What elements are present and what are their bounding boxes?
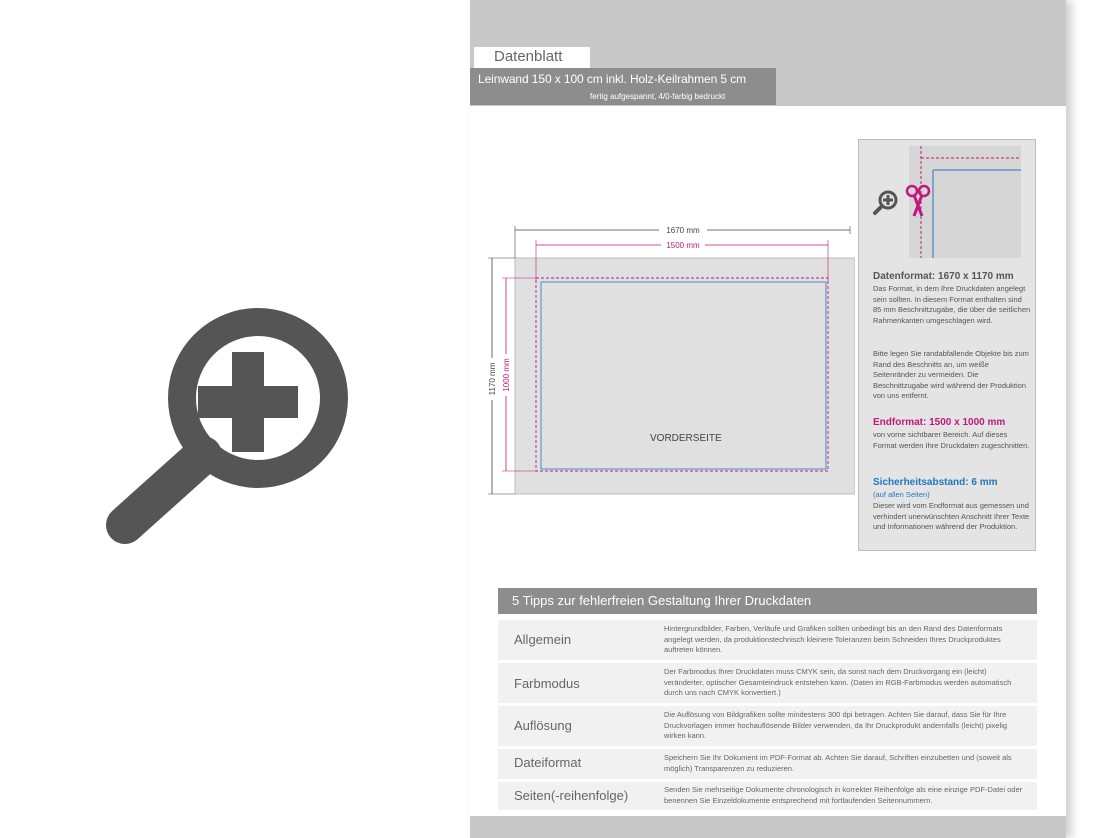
footer-band <box>470 816 1066 838</box>
front-side-label: VORDERSEITE <box>650 433 722 444</box>
height-final-label: 1000 mm <box>502 358 511 392</box>
tip-row <box>498 749 1037 779</box>
tip-text: Speichern Sie Ihr Dokument im PDF-Format ab. Achten Sie darauf, Schriften einzubetten und (soweit als möglich) Transparenzen zu reduzieren. <box>664 753 1012 773</box>
safety-margin-text: Dieser wird vom Endformat aus gemessen und verhindert unerwünschten Anschnitt Ihrer Texte und Informationen während der Produktion. <box>873 501 1030 531</box>
tip-label: Seiten(-reihenfolge) <box>514 788 629 803</box>
data-format-heading: Datenformat: 1670 x 1170 mm <box>873 271 1014 282</box>
safety-margin-subtitle: (auf allen Seiten) <box>873 490 930 499</box>
safety-margin-heading: Sicherheitsabstand: 6 mm <box>873 477 998 488</box>
page-title: Datenblatt <box>494 48 563 65</box>
format-drawing <box>470 212 855 502</box>
tip-label: Allgemein <box>514 632 572 647</box>
tip-label: Farbmodus <box>514 676 580 691</box>
final-format-heading: Endformat: 1500 x 1000 mm <box>873 417 1006 428</box>
height-total-label: 1170 mm <box>488 362 497 396</box>
final-format-text: von vorne sichtbarer Bereich. Auf dieses Format werden Ihre Druckdaten zugeschnitten. <box>873 430 1030 450</box>
tip-text: Senden Sie mehrseitige Dokumente chronologisch in korrekter Reihenfolge als eine einzige PDF-Datei oder benennen Sie Einzeldokumente entsprechend mit fortlaufenden Seitennummern. <box>664 785 1023 805</box>
tip-row <box>498 663 1037 703</box>
info-panel <box>858 139 1036 551</box>
product-description: fertig aufgespannt, 4/0-farbig bedruckt <box>590 92 726 101</box>
tip-label: Dateiformat <box>514 755 582 770</box>
tip-row <box>498 782 1037 810</box>
data-format-text: Das Format, in dem Ihre Druckdaten angelegt sein sollten. In diesem Format enthalten sind 85 mm Beschnittzugabe, die über die seitlichen Rahmenkanten umgeschlagen wird. <box>873 284 1031 325</box>
width-total-label: 1670 mm <box>666 226 700 235</box>
tip-text: Die Auflösung von Bildgrafiken sollte mindestens 300 dpi betragen. Achten Sie darauf, dass Sie für Ihre Druckvorlagen immer hochauflösende Bilder verwenden, da Ihr Druckprodukt andernfalls (leicht) pixelig wirken kann. <box>664 710 1008 740</box>
data-format-area <box>515 258 855 494</box>
zoom-in-icon[interactable] <box>871 188 901 218</box>
tip-text: Der Farbmodus Ihrer Druckdaten muss CMYK sein, da sonst nach dem Druckvorgang ein (leicht) veränderter, optischer Gesamteindruck entstehen kann. (Daten im RGB-Farbmodus werden automatisch durch uns nach CMYK konvertiert.) <box>664 667 1012 697</box>
tip-row <box>498 620 1037 660</box>
tip-label: Auflösung <box>514 718 572 733</box>
tip-row <box>498 706 1037 746</box>
data-format-note: Bitte legen Sie randabfallende Objekte bis zum Rand des Beschnitts an, um weiße Seitenränder zu vermeiden. Die Beschnittzugabe wird während der Produktion von uns entfernt. <box>873 349 1029 400</box>
product-title: Leinwand 150 x 100 cm inkl. Holz-Keilrahmen 5 cm <box>478 72 746 86</box>
zoom-in-icon[interactable] <box>105 295 365 555</box>
tip-text: Hintergrundbilder, Farben, Verläufe und Grafiken sollten unbedingt bis an den Rand des Datenformats angelegt werden, da produktionstechnisch kleinere Toleranzen beim Schneiden Ihres Druckproduktes auftreten können. <box>664 624 1003 654</box>
scissors-icon <box>905 184 931 218</box>
datasheet-page <box>470 0 1066 838</box>
width-final-label: 1500 mm <box>666 241 700 250</box>
tips-title: 5 Tipps zur fehlerfreien Gestaltung Ihrer Druckdaten <box>512 593 812 608</box>
